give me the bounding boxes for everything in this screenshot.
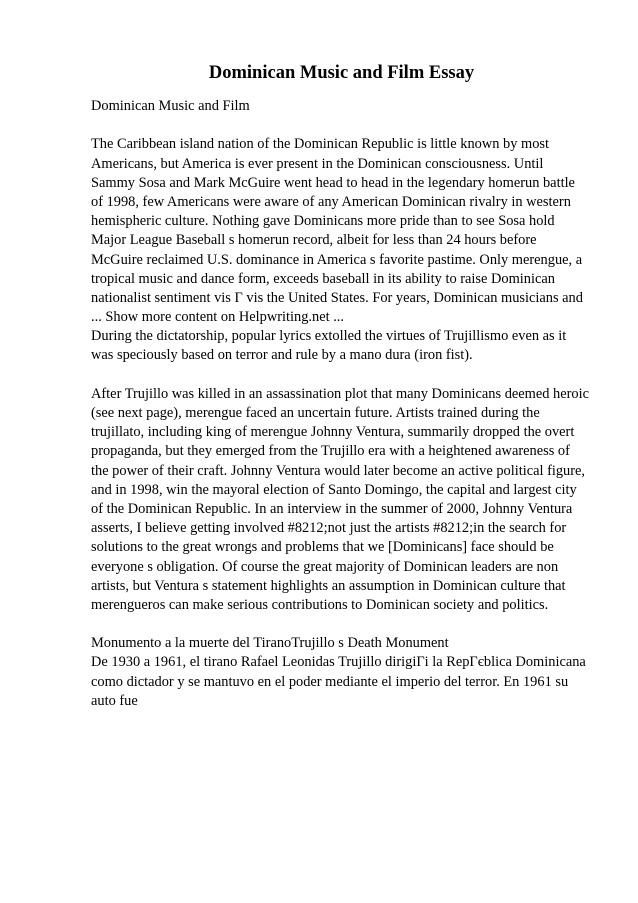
text-line: asserts, I believe getting involved #8212;not just the artists #8212;in the search for (91, 520, 567, 537)
text-line: McGuire reclaimed U.S. dominance in America s favorite pastime. Only merengue, a (91, 251, 583, 268)
paragraph-3 (91, 634, 601, 711)
paragraph-spacer (91, 615, 601, 634)
text-line: (see next page), merengue faced an uncertain future. Artists trained during the (91, 405, 540, 421)
document-body (91, 97, 601, 711)
paragraph-2 (91, 385, 601, 615)
text-line: De 1930 a 1961, el tirano Rafael Leonidas Trujillo dirigiГі la RepГєblica Dominicana (91, 654, 586, 671)
text-line: After Trujillo was killed in an assassination plot that many Dominicans deemed heroic (91, 385, 589, 402)
text-line: Sammy Sosa and Mark McGuire went head to head in the legendary homerun battle (91, 174, 575, 191)
paragraph-spacer (91, 366, 601, 385)
show-more-line: ... Show more content on Helpwriting.net ... (91, 309, 344, 326)
text-line: tropical music and dance form, exceeds baseball in its ability to raise Dominican (91, 270, 555, 287)
text-line: the power of their craft. Johnny Ventura would later become an active political figure, (91, 462, 586, 479)
paragraph-spacer (91, 116, 601, 135)
text-line: propaganda, but they emerged from the Trujillo era with a heightened awareness of (91, 443, 570, 460)
document-title: Dominican Music and Film Essay (208, 63, 475, 83)
text-line: was speciously based on terror and rule by a mano dura (iron fist). (91, 347, 473, 364)
text-line: como dictador y se mantuvo en el poder mediante el imperio del terror. En 1961 su (91, 673, 569, 690)
text-line: Americans, but America is ever present in the Dominican consciousness. Until (91, 155, 544, 172)
text-line: Major League Baseball s homerun record, albeit for less than 24 hours before (91, 232, 537, 249)
text-line: of the Dominican Republic. In an interview in the summer of 2000, Johnny Ventura (91, 500, 573, 517)
document-subtitle: Dominican Music and Film (91, 98, 250, 114)
paragraph-1 (91, 135, 601, 365)
text-line: Monumento a la muerte del TiranoTrujillo s Death Monument (91, 635, 449, 652)
text-line: During the dictatorship, popular lyrics extolled the virtues of Trujillismo even as it (91, 328, 567, 345)
text-line: auto fue (91, 692, 138, 709)
text-line: of 1998, few Americans were aware of any American Dominican rivalry in western (91, 193, 571, 210)
text-line: solutions to the great wrongs and problems that we [Dominicans] face should be (91, 539, 554, 556)
text-line: The Caribbean island nation of the Dominican Republic is little known by most (91, 136, 550, 153)
text-line: artists, but Ventura s statement highlights an assumption in Dominican culture that (91, 577, 566, 594)
text-line: merengueros can make serious contributions to Dominican society and politics. (91, 596, 549, 613)
text-line: everyone s obligation. Of course the great majority of Dominican leaders are non (91, 558, 559, 575)
text-line: hemispheric culture. Nothing gave Dominicans more pride than to see Sosa hold (91, 213, 555, 230)
text-line: nationalist sentiment vis Г vis the United States. For years, Dominican musicians and (91, 289, 583, 306)
text-line: and in 1998, win the mayoral election of Santo Domingo, the capital and largest city (91, 481, 577, 498)
text-line: trujillato, including king of merengue Johnny Ventura, summarily dropped the overt (91, 424, 575, 441)
